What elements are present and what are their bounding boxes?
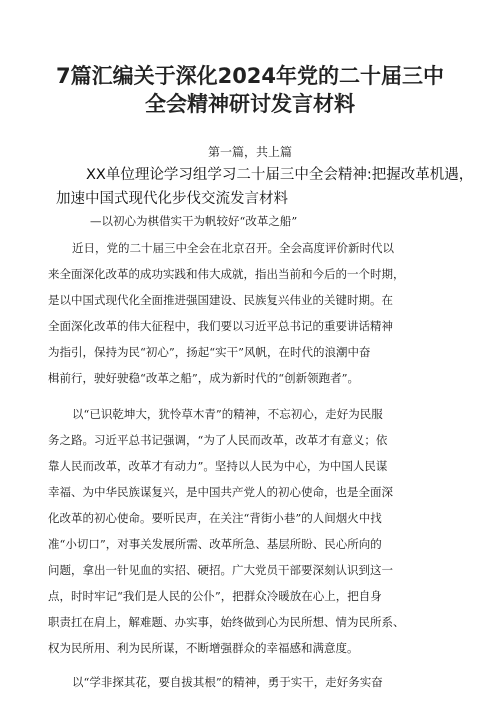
body-text-line: 为指引，保持为民“初心”，扬起“实干”风帆，在时代的浪潮中奋 xyxy=(48,345,371,359)
body-text-line: 职责扛在肩上，解难题、办实事，始终做到心为民所想、情为民所系、 xyxy=(48,615,405,629)
body-text-line: 点，时时牢记“我们是人民的公仆”，把群众冷暖放在心上，把自身 xyxy=(48,589,382,603)
body-text-line: 务之路。习近平总书记强调，“为了人民而改革，改革才有意义；依 xyxy=(48,433,388,447)
body-text-line: 准“小切口”，对事关发展所需、改革所急、基层所盼、民心所向的 xyxy=(48,537,382,551)
body-text-line: 权为民所用、利为民所谋，不断增强群众的幸福感和满意度。 xyxy=(48,641,359,655)
body-text-line: 靠人民而改革，改革才有动力”。坚持以人民为中心，为中国人民谋 xyxy=(48,459,388,473)
body-text-line: 化改革的初心使命。要听民声，在关注“背街小巷”的人间烟火中找 xyxy=(48,511,382,525)
document-title-line-1: 7篇汇编关于深化2024年党的二十届三中 xyxy=(55,64,445,88)
article-motto: —以初心为棋借实干为帆较好“改革之船” xyxy=(90,214,298,228)
body-text-line: 全面深化改革的伟大征程中，我们要以习近平总书记的重要讲话精神 xyxy=(48,319,393,333)
article-subtitle-line-1: XX单位理论学习组学习二十届三中全会精神:把握改革机遇， xyxy=(86,167,474,183)
document-title-line-2: 全会精神研讨发言材料 xyxy=(145,92,355,116)
body-text-line: 来全面深化改革的成功实践和伟大成就，指出当前和今后的一个时期， xyxy=(48,267,405,281)
body-text-line: 是以中国式现代化全面推进强国建设、民族复兴伟业的关键时期。在 xyxy=(48,293,393,307)
body-text-line: 以“学非探其花，要自拔其根”的精神，勇于实干，走好务实奋 xyxy=(72,675,383,689)
body-text-line: 近日，党的二十届三中全会在北京召开。全会高度评价新时代以 xyxy=(72,241,394,255)
body-text-line: 楫前行，驶好驶稳“改革之船”，成为新时代的“创新领跑者”。 xyxy=(48,371,360,385)
chapter-label: 第一篇，共上篇 xyxy=(207,145,292,159)
body-text-line: 问题，拿出一针见血的实招、硬招。广大党员干部要深刻认识到这一 xyxy=(48,563,393,577)
body-text-line: 幸福、为中华民族谋复兴，是中国共产党人的初心使命，也是全面深 xyxy=(48,485,393,499)
body-text-line: 以“已识乾坤大，犹怜草木青”的精神，不忘初心，走好为民服 xyxy=(72,407,383,421)
article-subtitle-line-2: 加速中国式现代化步伐交流发言材料 xyxy=(56,191,288,207)
